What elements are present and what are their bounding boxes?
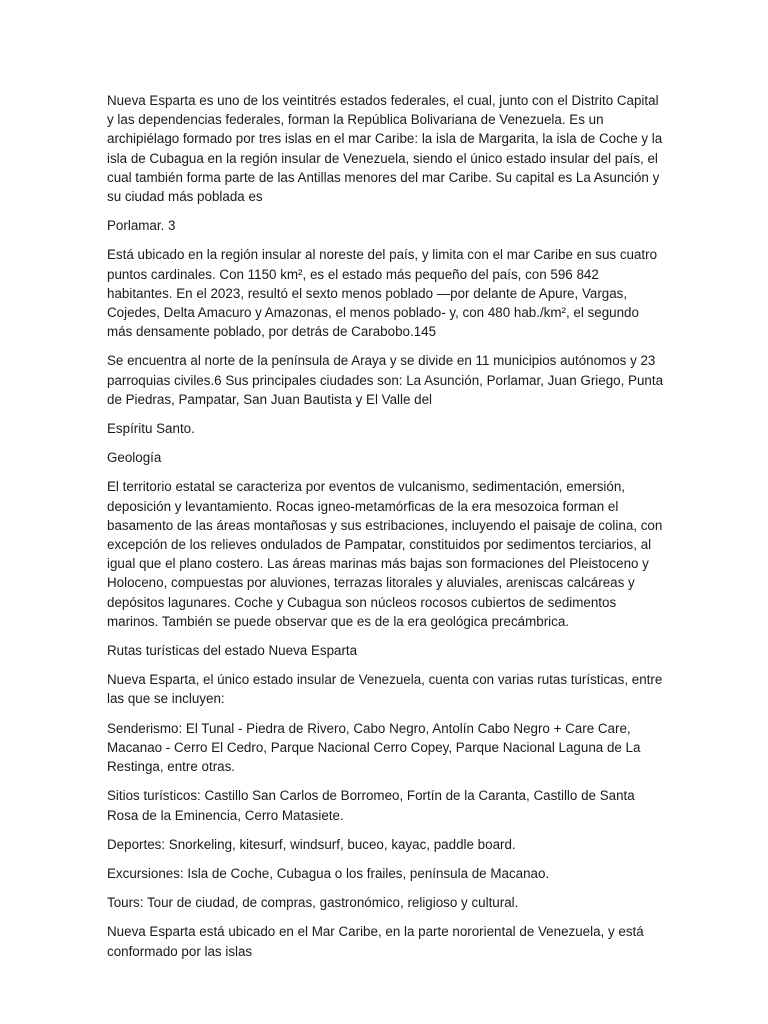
paragraph-tourist-sites: Sitios turísticos: Castillo San Carlos de Borromeo, Fortín de la Caranta, Castillo de Santa Rosa de la Eminencia, Cerro Matasiete. [107, 788, 635, 823]
paragraph-intro: Nueva Esparta es uno de los veintitrés estados federales, el cual, junto con el Distrito Capital y las dependencias federales, forman la República Bolivariana de Venezuela. Es un archipiélago formado por tres islas en el mar Caribe: la isla de Margarita, la isla de Coche y la isla de Cubagua en la región insular de Venezuela, siendo el único estado insular del país, el cual también forma parte de las Antillas menores del mar Caribe. Su capital es La Asunción y su ciudad más poblada es [107, 93, 663, 205]
paragraph-closing: Nueva Esparta está ubicado en el Mar Caribe, en la parte nororiental de Venezuela, y está conformado por las islas [107, 924, 644, 959]
paragraph-capital-continuation: Porlamar. 3 [107, 218, 176, 234]
paragraph-tourist-intro: Nueva Esparta, el único estado insular de Venezuela, cuenta con varias rutas turísticas, entre las que se incluyen: [107, 672, 663, 707]
paragraph-tours: Tours: Tour de ciudad, de compras, gastronómico, religioso y cultural. [107, 895, 519, 911]
paragraph-hiking: Senderismo: El Tunal - Piedra de Rivero, Cabo Negro, Antolín Cabo Negro + Care Care, Macanao - Cerro El Cedro, Parque Nacional Cerro Copey, Parque Nacional Laguna de La Restinga, entre otras. [107, 720, 641, 775]
document-body [107, 91, 667, 971]
paragraph-excursions: Excursiones: Isla de Coche, Cubagua o los frailes, península de Macanao. [107, 865, 550, 881]
paragraph-sports: Deportes: Snorkeling, kitesurf, windsurf, buceo, kayac, paddle board. [107, 836, 516, 852]
paragraph-geology: El territorio estatal se caracteriza por eventos de vulcanismo, sedimentación, emersión, deposición y levantamiento. Rocas igneo-metamórficas de la era mesozoica forman el basamento de las áreas montañosas y sus estribaciones, incluyendo el paisaje de colina, con excepción de los relieves ondulados de Pampatar, constituidos por sedimentos terciarios, al igual que el plano costero. Las áreas marinas más bajas son formaciones del Pleistoceno y Holoceno, compuestas por aluviones, terrazas litorales y aluviales, areniscas calcáreas y depósitos lagunares. Coche y Cubagua son núcleos rocosos cubiertos de sedimentos marinos. También se puede observar que es de la era geológica precámbrica. [107, 479, 663, 629]
paragraph-location: Está ubicado en la región insular al noreste del país, y limita con el mar Caribe en sus cuatro puntos cardinales. Con 1150 km², es el estado más pequeño del país, con 596 842 habitantes. En el 2023, resultó el sexto menos poblado —por delante de Apure, Vargas, Cojedes, Delta Amacuro y Amazonas, el menos poblado- y, con 480 hab./km², el segundo más densamente poblado, por detrás de Carabobo.145 [107, 247, 658, 340]
heading-geology: Geología [107, 450, 162, 466]
paragraph-municipalities-continuation: Espíritu Santo. [107, 421, 195, 437]
heading-tourist-routes: Rutas turísticas del estado Nueva Esparta [107, 643, 358, 659]
paragraph-municipalities: Se encuentra al norte de la península de Araya y se divide en 11 municipios autónomos y 23 parroquias civiles.6 Sus principales ciudades son: La Asunción, Porlamar, Juan Griego, Punta de Piedras, Pampatar, San Juan Bautista y El Valle del [107, 353, 664, 407]
